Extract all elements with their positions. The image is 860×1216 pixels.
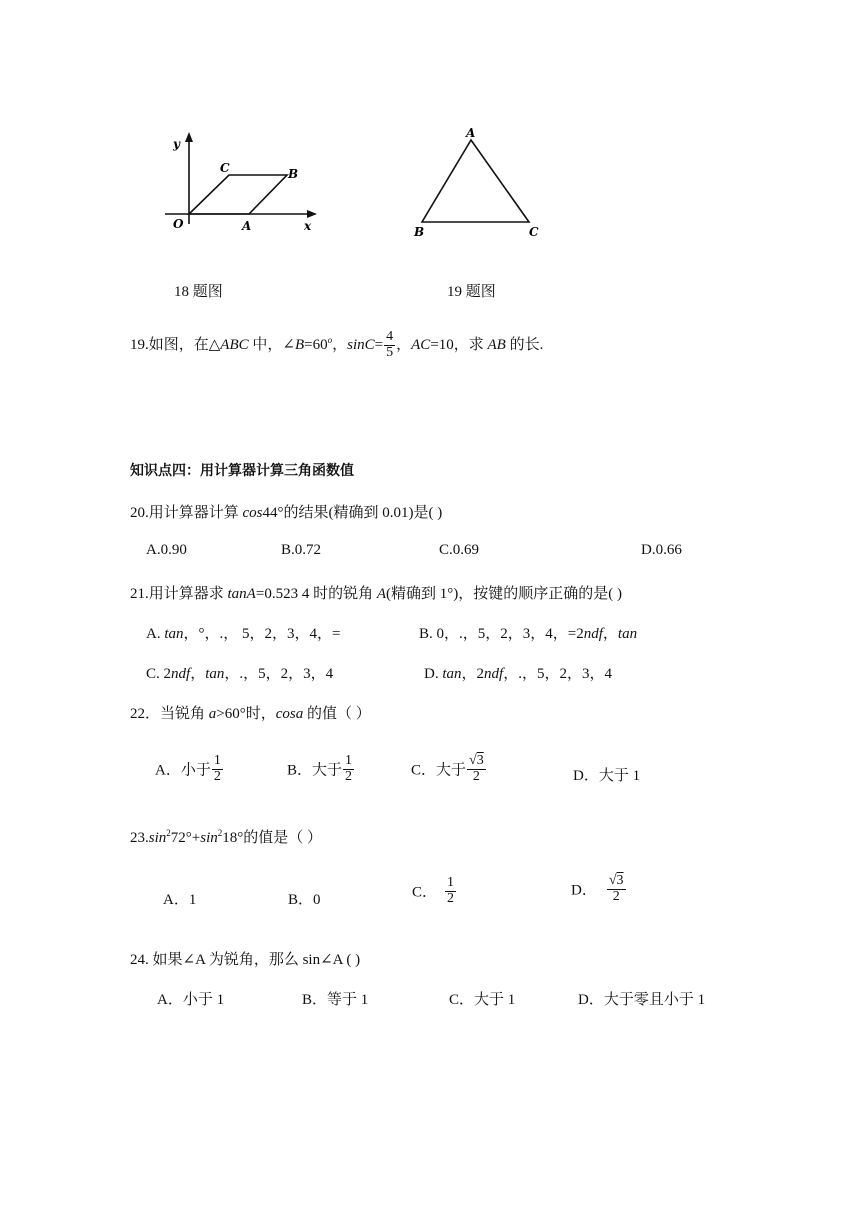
q22-option-b: B．大于 $\frac{1}{2}$ [287,753,353,784]
q21-option-d: D. tan，2ndf，.，5，2，3，4 [424,666,612,682]
label-c: C [220,161,230,175]
question-19: 19.如图，在△ABC 中，$\angle B=60^o$，sinC= $\frac{4}{5}$ ，AC=10，求 AB 的长. [130,329,544,361]
triangle-abc [422,140,529,222]
q23-option-c: C． $\frac{1}{2}$ [412,875,455,906]
q24-option-d: D．大于零且小于 1 [578,992,706,1008]
label-o: O [173,217,184,231]
question-23: $23.\sin^272^\circ+\sin^218^\circ$的值是（ ） [130,828,322,846]
section-title: 知识点四：用计算器计算三角函数值 [130,463,354,479]
label-y: y [173,137,180,151]
q24-option-c: C．大于 1 [449,992,516,1008]
fraction-4-5: $\frac{4}{5}$ [386,329,394,361]
label-x: x [304,219,312,233]
q21-option-a: A. tan，°，.， 5，2，3，4，= [146,626,341,642]
q23-option-b: B．0 [288,892,321,908]
q20-option-a: A.0.90 [146,542,187,558]
figure-19 [405,124,555,242]
figure-19-caption: 19 题图 [447,284,496,300]
figure-18-caption: 18 题图 [174,284,223,300]
figure-18 [160,128,330,240]
q24-option-b: B．等于 1 [302,992,369,1008]
question-22: 22．当锐角 a>60°时，cosa 的值（ ） [130,706,371,722]
x-axis-arrow [307,210,317,218]
label-b: B [288,167,299,181]
parallelogram-oabc [189,175,287,214]
q22-option-d: D．大于 1 [573,768,641,784]
y-axis-arrow [185,132,193,142]
fraction-sqrt3-over-2: $\frac{√3}{2}$ [608,873,624,904]
label-a: A [466,126,476,140]
label-a: A [242,219,252,233]
q20-option-c: C.0.69 [439,542,480,558]
q22-option-a: A．小于 $\frac{1}{2}$ [155,753,221,784]
q21-option-b: B. 0，.，5，2，3，4，=2ndf，tan [419,626,638,642]
fraction-sqrt3-over-2: $\frac{√3}{2}$ [469,753,484,784]
question-24: 24. 如果∠A 为锐角，那么 sin∠A ( ) [130,952,361,968]
q21-option-c: C. 2ndf，tan，.，5，2，3，4 [146,666,334,682]
fraction-one-half: $\frac{1}{2}$ [447,875,455,906]
q22-option-c: C．大于 $\frac{√3}{2}$ [411,753,484,784]
fraction-one-half: $\frac{1}{2}$ [213,753,221,784]
label-c: C [529,225,539,239]
q24-option-a: A．小于 1 [157,992,225,1008]
q23-option-a: A．1 [163,892,197,908]
q23-option-d: D． $\frac{√3}{2}$ [571,873,624,904]
question-21: 21.用计算器求 tanA=0.523 4 时的锐角 A(精确到 1°)，按键的顺序正确的是( ) [130,586,622,602]
fraction-one-half: $\frac{1}{2}$ [345,753,353,784]
label-b: B [414,225,425,239]
q20-option-b: B.0.72 [281,542,322,558]
question-20: 20.用计算器计算 cos44°的结果(精确到 0.01)是( ) [130,505,443,521]
q20-option-d: D.0.66 [641,542,682,558]
